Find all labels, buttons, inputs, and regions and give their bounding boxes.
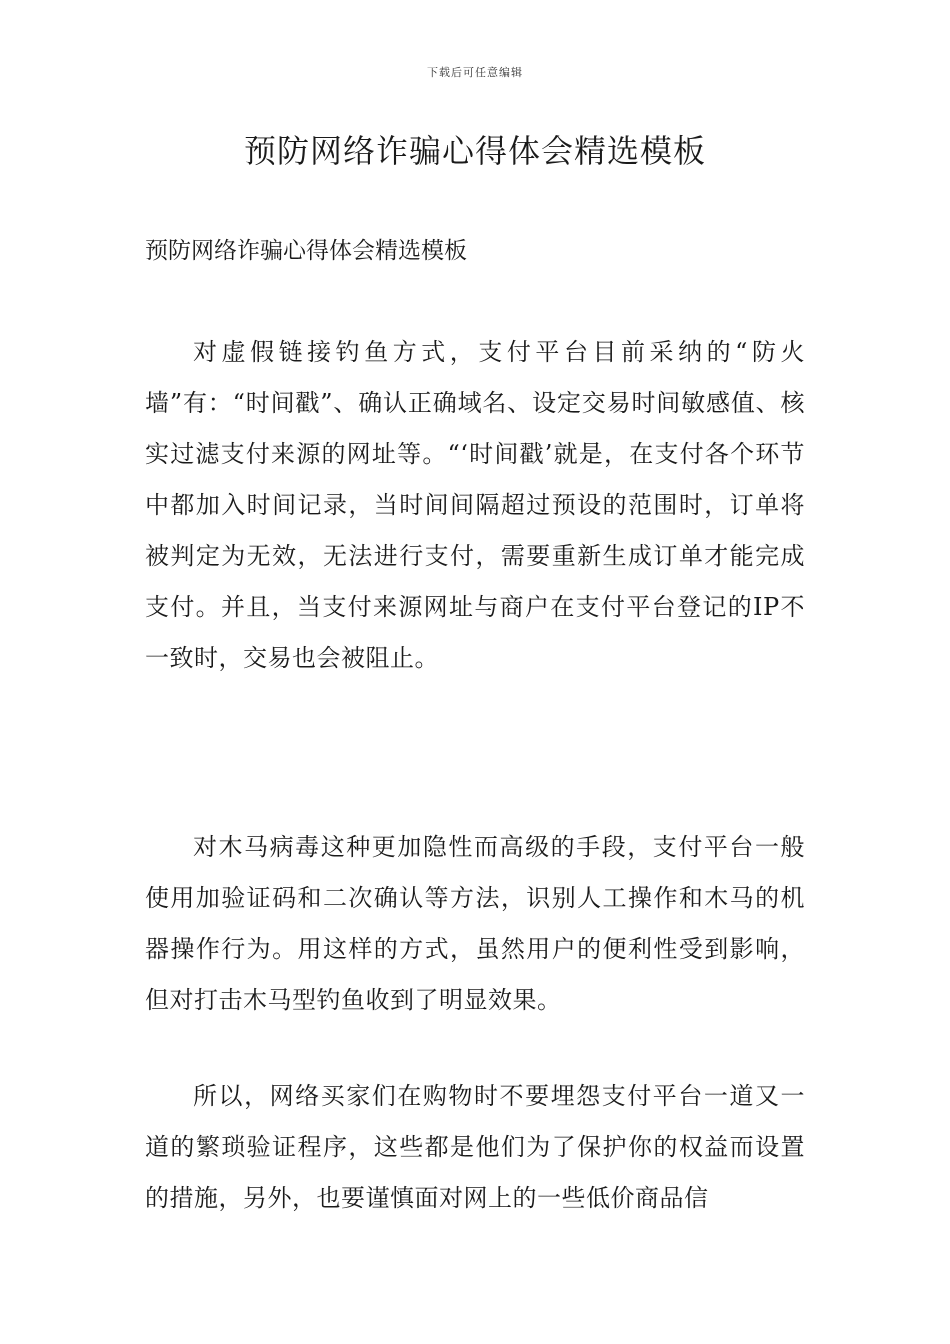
paragraph-trojan-virus: 对木马病毒这种更加隐性而高级的手段，支付平台一般使用加验证码和二次确认等方法，识别人工操作和木马的机器操作行为。用这样的方式，虽然用户的便利性受到影响，但对打击木马型钓鱼收到了明显效果。 [145, 833, 805, 1014]
paragraph-phishing-links: 对虚假链接钓鱼方式，支付平台目前采纳的“防火墙”有：“时间戳”、确认正确域名、设定交易时间敏感值、核实过滤支付来源的网址等。“‘时间戳’就是，在支付各个环节中都加入时间记录，当时间间隔超过预设的范围时，订单将被判定为无效，无法进行支付，需要重新生成订单才能完成支付。并且，当支付来源网址与商户在支付平台登记的IP不一致时，交易也会被阻止。 [145, 338, 805, 672]
document-title: 预防网络诈骗心得体会精选模板 [243, 132, 706, 170]
document-subtitle: 预防网络诈骗心得体会精选模板 [145, 238, 467, 264]
page-header-note: 下载后可任意编辑 [427, 66, 523, 79]
paragraph-buyer-advice: 所以，网络买家们在购物时不要埋怨支付平台一道又一道的繁琐验证程序，这些都是他们为了保护你的权益而设置的措施，另外，也要谨慎面对网上的一些低价商品信 [145, 1082, 805, 1212]
